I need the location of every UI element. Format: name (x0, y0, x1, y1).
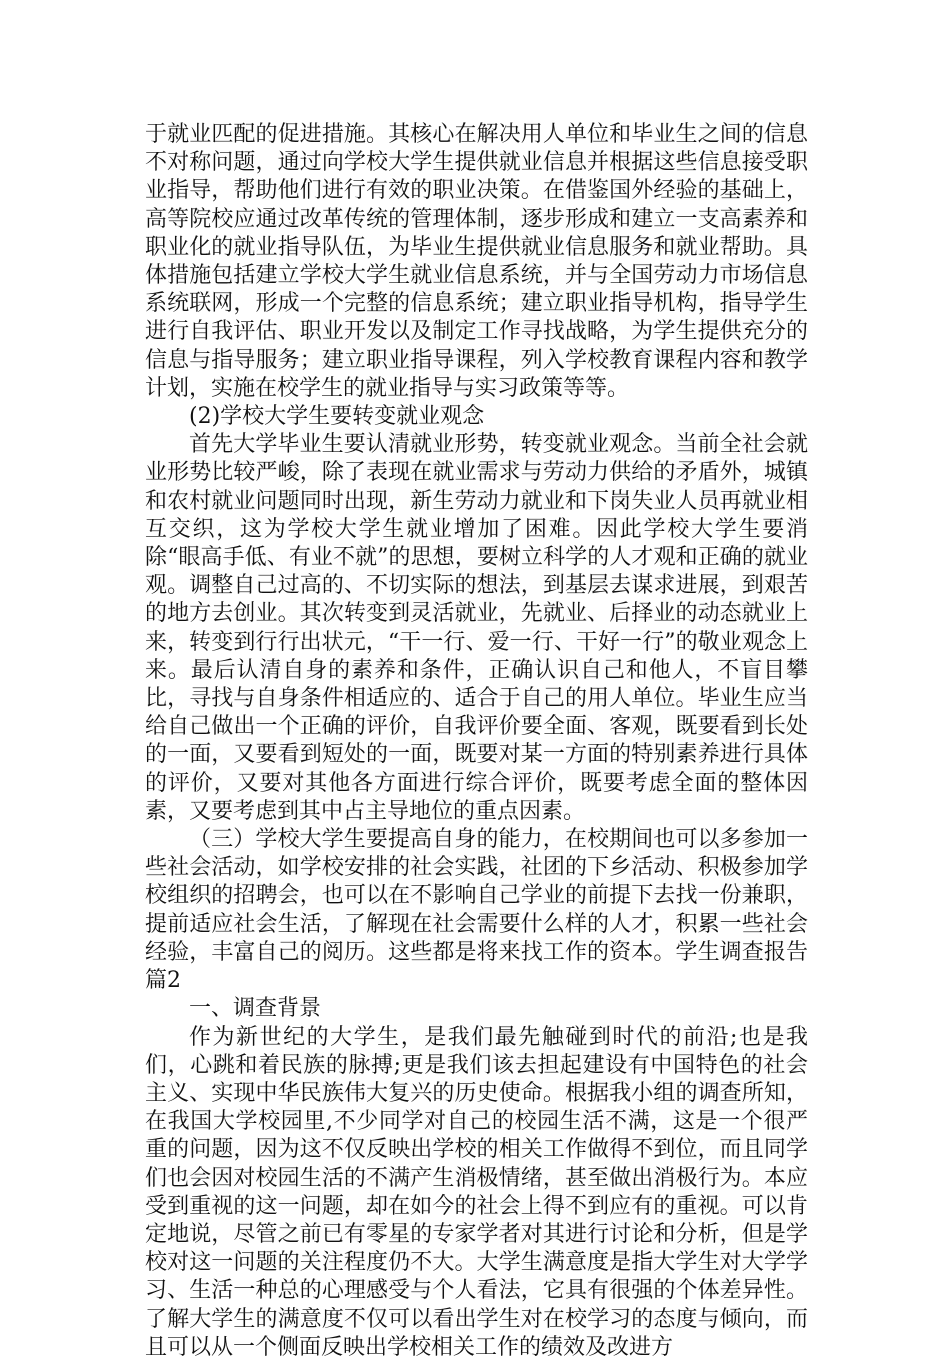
heading-survey-background: 一、调查背景 (189, 996, 322, 1022)
paragraph-employment-concept: 首先大学毕业生要认清就业形势，转变就业观念。当前全社会就业形势比较严峻，除了表现在就业需求与劳动力供给的矛盾外，城镇和农村就业问题同时出现，新生劳动力就业和下岗失业人员再就业相互交织，这为学校大学生就业增加了困难。因此学校大学生要消除“眼高手低、有业不就”的思想，要树立科学的人才观和正确的就业观。调整自己过高的、不切实际的想法，到基层去谋求进展，到艰苦的地方去创业。其次转变到灵活就业，先就业、后择业的动态就业上来，转变到行行出状元，“干一行、爱一行、干好一行”的敬业观念上来。最后认清自身的素养和条件，正确认识自己和他人，不盲目攀比，寻找与自身条件相适应的、适合于自己的用人单位。毕业生应当给自己做出一个正确的评价，自我评价要全面、客观，既要看到长处的一面，又要看到短处的一面，既要对某一方面的特别素养进行具体的评价，又要对其他各方面进行综合评价，既要考虑全面的整体因素，又要考虑到其中占主导地位的重点因素。 (145, 432, 808, 824)
paragraph-survey-background: 作为新世纪的大学生，是我们最先触碰到时代的前沿;也是我们，心跳和着民族的脉搏;更是我们该去担起建设有中国特色的社会主义、实现中华民族伟大复兴的历史使命。根据我小组的调查所知，在我国大学校园里,不少同学对自己的校园生活不满，这是一个很严重的问题，因为这不仅反映出学校的相关工作做得不到位，而且同学们也会因对校园生活的不满产生消极情绪，甚至做出消极行为。本应受到重视的这一问题，却在如今的社会上得不到应有的重视。可以肯定地说，尽管之前已有零星的专家学者对其进行讨论和分析，但是学校对这一问题的关注程度仍不大。大学生满意度是指大学生对大学学习、生活一种总的心理感受与个人看法，它具有很强的个体差异性。了解大学生的满意度不仅可以看出学生对在校学习的态度与倾向，而且可以从一个侧面反映出学校相关工作的绩效及改进方 (145, 1024, 808, 1360)
paragraph-employment-guidance: 于就业匹配的促进措施。其核心在解决用人单位和毕业生之间的信息不对称问题，通过向学校大学生提供就业信息并根据这些信息接受职业指导，帮助他们进行有效的职业决策。在借鉴国外经验的基础上，高等院校应通过改革传统的管理体制，逐步形成和建立一支高素养和职业化的就业指导队伍，为毕业生提供就业信息服务和就业帮助。具体措施包括建立学校大学生就业信息系统，并与全国劳动力市场信息系统联网，形成一个完整的信息系统；建立职业指导机构，指导学生进行自我评估、职业开发以及制定工作寻找战略，为学生提供充分的信息与指导服务；建立职业指导课程，列入学校教育课程内容和教学计划，实施在校学生的就业指导与实习政策等等。 (145, 122, 808, 401)
heading-change-employment-concept: (2)学校大学生要转变就业观念 (189, 404, 485, 430)
paragraph-improve-ability: （三）学校大学生要提高自身的能力，在校期间也可以多参加一些社会活动，如学校安排的社会实践，社团的下乡活动、积极参加学校组织的招聘会，也可以在不影响自己学业的前提下去找一份兼职，提前适应社会生活，了解现在社会需要什么样的人才，积累一些社会经验，丰富自己的阅历。这些都是将来找工作的资本。学生调查报告 篇2 (145, 827, 808, 994)
document-body (145, 121, 808, 1362)
